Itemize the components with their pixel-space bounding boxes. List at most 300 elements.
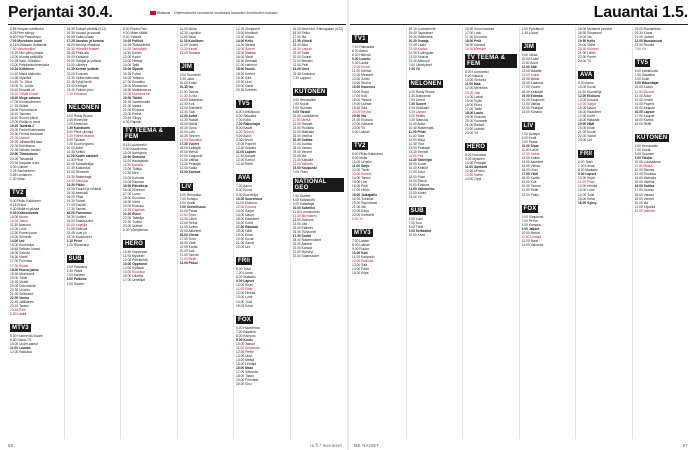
program-listing: 14.00 Palat <box>352 267 369 272</box>
program-listing: 19.00 Etsivä <box>408 178 427 183</box>
program-listing: 5.55 Kimpan vahtikoira <box>10 27 44 31</box>
program-listing: 10.00 Kuvat <box>352 65 370 70</box>
program-listing: 9.00 Ruoka <box>352 246 369 251</box>
program-listing: 22.00 Pelit <box>292 63 309 68</box>
program-listing: 0.30 Loppuu <box>292 75 311 80</box>
program-listing: 20.00 Kisat <box>578 125 595 130</box>
program-listing: 20.00 Suuret <box>292 55 312 60</box>
program-listing: 22.50 Tilastoinnin <box>10 152 38 157</box>
program-listing: 18.00 Keittäjät <box>521 89 543 94</box>
program-listing: 7.30 Vahvintelijat <box>10 47 35 52</box>
program-listing: 18.00 Kuuluisa <box>123 195 145 200</box>
schedule-columns-right <box>350 27 688 439</box>
program-listing: 20.00 Tähtiä <box>123 95 142 100</box>
program-listing: 7.00 Koirat <box>634 147 651 152</box>
program-listing: 17.00 Kuusisoiminen <box>10 99 41 104</box>
program-listing: 8.00 Kokit <box>634 77 650 82</box>
program-listing: 8.00 Katastrofit <box>292 197 315 202</box>
program-listing: 16.00 Kirjat <box>352 89 369 94</box>
program-listing: 9.30 Suuri leipomo <box>66 142 94 147</box>
program-listing: 16.00 Kalastus <box>521 81 544 86</box>
program-listing: 17.00 Rannalla <box>179 138 202 143</box>
legend-film-label: Elokuva <box>157 11 170 15</box>
channel-header: TV TEEMA & FEM <box>123 127 175 141</box>
program-listing: 6.00 Rosty Ruoks <box>66 113 93 118</box>
program-listing: 12.00 Uniset <box>179 43 199 48</box>
program-listing: 15.00 Askeleet <box>179 228 202 233</box>
program-listing: 9.00 Mysteeri <box>465 157 485 162</box>
program-listing: 23.00 Uni <box>578 138 593 143</box>
program-listing: 11.30 Avaruus <box>10 223 31 228</box>
program-listing: 9.00 Taistot <box>292 109 311 114</box>
program-listing: 15.00 Kauniit ja rohkeat <box>66 186 102 191</box>
program-listing: 20.00 Kaupunki <box>179 154 203 159</box>
program-listing: 15.00 Mökki <box>521 77 540 82</box>
channel-block <box>522 27 574 35</box>
program-listing: 10.00 Koti <box>352 250 368 255</box>
program-listing: 19.30 Sää <box>352 105 368 110</box>
program-listing: 13.00 Kokeet <box>352 172 372 177</box>
program-listing: 16.30 Sininen <box>179 134 200 139</box>
program-listing: 8.15 Luontoretki <box>123 143 147 148</box>
program-listing: 17.00 Värit <box>521 172 538 177</box>
program-listing: 15.00 Kuuluisa <box>123 270 145 275</box>
program-listing: 11.00 Maa <box>465 82 481 87</box>
program-listing: 9.00 Luonto <box>352 57 371 62</box>
channel-block <box>236 249 288 307</box>
program-listing: 20.00 Reportaasi <box>352 200 378 205</box>
program-listing: 8.00 Kodin <box>179 200 196 205</box>
program-listing: 9.30 Ystäviä <box>123 35 142 40</box>
channel-header: JIM <box>523 44 535 51</box>
program-listing: 8.00 Matkailu <box>236 275 256 280</box>
program-listing: 9.00 Liikaa <box>521 53 538 58</box>
channel-block <box>67 247 119 285</box>
program-listing: 21.30 Kerran ystävät <box>66 67 99 72</box>
program-listing: 13.00 Hirviöt <box>634 97 654 102</box>
program-listing: 19.00 Etelän ei anna <box>10 120 41 125</box>
program-listing: 17.15 Etiikat <box>10 103 29 108</box>
program-listing: 17.00 Sodat <box>292 233 311 238</box>
program-listing: 9.00 Saaren <box>66 281 85 286</box>
top-rule <box>350 24 688 25</box>
program-listing: 1.45 Luolat <box>521 31 538 36</box>
program-listing: 16.00 Maat <box>236 366 253 371</box>
program-listing: 13.00 Ruokala <box>634 172 656 177</box>
program-listing: 20.00 Tarinat <box>521 184 541 189</box>
program-listing: 20.30 Ilta <box>352 113 366 118</box>
program-listing: 10.24 Niin pitiin piiristä <box>10 51 43 56</box>
program-listing: 11.00 Lentokoneet <box>292 209 320 214</box>
program-listing: 7.00 Perhe <box>521 218 538 223</box>
program-listing: 9.00 Paras <box>521 139 538 144</box>
legend-film <box>150 11 170 15</box>
program-listing: 12.00 Kokous <box>236 204 257 209</box>
program-listing: 19.00 Aarteet <box>292 242 313 247</box>
program-listing: 10.30 Rakentajat <box>408 125 434 130</box>
footer-site: is.fi / menaiset <box>310 443 342 448</box>
program-listing: 21.00 Lähetys <box>66 63 88 68</box>
program-listing: 17.00 Taide <box>465 106 482 111</box>
schedule-column <box>291 27 347 439</box>
program-listing: 7.00 Kuu <box>408 220 422 225</box>
program-listing: 18.00 Tanssit <box>352 97 372 102</box>
program-listing: 18.45 Pinta-ala <box>66 51 89 56</box>
page-number-right: 57 <box>682 443 688 448</box>
program-listing: 19.30 Kello <box>578 39 596 44</box>
program-listing: 17.00 Urheilijat <box>123 278 145 283</box>
program-listing: 11.30 Kahvila <box>123 163 143 168</box>
program-listing: 23.45 Väsyy <box>123 116 142 121</box>
channel-header: FOX <box>523 205 537 212</box>
program-listing: 10.00 Kivet <box>408 232 425 237</box>
program-listing: 6.30 Satuaika <box>236 113 257 118</box>
program-listing: 9.00 Rakentajat <box>634 81 659 86</box>
program-listing: 19.00 Erämaa <box>521 93 543 98</box>
channel-block <box>180 27 232 55</box>
program-listing: 6.00 Kissakuu <box>66 265 88 270</box>
program-listing: 12.00 Hiekka <box>578 184 598 189</box>
program-listing: 14.00 Tuuli <box>236 299 253 304</box>
program-listing: 8.00 Palkinto <box>66 277 87 282</box>
program-listing: 20.00 Kuvat <box>236 237 254 242</box>
program-listing: 12.00 Lumi <box>10 227 27 232</box>
program-listing: 13.00 Pelaajat <box>408 146 430 151</box>
program-listing: 21.00 Uutiset <box>10 136 30 141</box>
program-listing: 12.00 Pelinlaskurimiesjoita <box>10 63 50 68</box>
program-listing: 11.00 Elokuva <box>236 200 257 205</box>
program-listing: 7.00 Lomat <box>578 164 595 169</box>
channel-block <box>180 175 232 266</box>
program-listing: 16.30 Housut ja vauvat <box>66 31 101 36</box>
program-listing: 21.00 Lähtö <box>578 51 596 56</box>
channel-block <box>236 92 288 167</box>
program-listing: 9.00 Mulla <box>352 156 368 161</box>
channel-block <box>465 135 517 181</box>
program-listing: 6.00 Simpsonit <box>521 214 544 219</box>
program-listing: 23.00 Kanava <box>521 109 542 114</box>
channel-block <box>578 27 630 63</box>
program-listing: 9.00 Lapset <box>236 279 254 284</box>
program-listing: 1.00 Rikosvarjo <box>66 243 90 248</box>
program-listing: 8.30 Vihreä asema <box>66 134 95 139</box>
program-listing: 21.00 Valtias <box>521 101 541 106</box>
program-listing: 17.00 Etsivät <box>66 202 86 207</box>
program-listing: 17.00 Ponnista <box>10 259 32 264</box>
program-listing: 12.00 Munaa peltisilllä <box>10 55 43 60</box>
program-listing: 15.30 Opus <box>179 125 197 130</box>
program-listing: 17.00 Juoksu <box>292 142 313 147</box>
program-listing: 18.30 Lapset <box>292 47 312 52</box>
channel-block <box>236 27 288 92</box>
program-listing: 21.00 Tarinat <box>179 253 199 258</box>
program-listing: 8.00 Suomen <box>634 152 655 157</box>
program-listing: 7.00 Koirat <box>292 101 309 106</box>
program-listing: 7.00 Lasten <box>352 238 370 243</box>
program-listing: 16.00 Lohi <box>179 129 195 134</box>
program-listing: 6.00 Herrasväki <box>634 143 658 148</box>
program-listing: 6.30 Päivä <box>66 269 83 274</box>
program-listing: 6.00 Toivo <box>578 160 593 165</box>
program-listing: 12.00 Autot <box>634 93 652 98</box>
schedule-columns-left <box>8 27 346 439</box>
program-listing: 15.30 Ammatti <box>66 190 88 195</box>
program-listing: 10.00 Mulla <box>179 27 197 31</box>
program-listing: 22.00 Taiteilija <box>123 215 144 220</box>
program-listing: 15.00 Kirjasto <box>634 105 655 110</box>
day-title-saturday: Lauantai 1.5. <box>593 4 688 21</box>
program-listing: 13.00 Heinä <box>179 220 198 225</box>
program-listing: 0.30 Yö <box>408 67 420 72</box>
program-listing: 9.00 Aamu <box>578 81 594 86</box>
program-listing: 7.00 Kokit <box>236 117 251 122</box>
program-listing: 13.00 Arkkitehti <box>179 105 203 110</box>
program-listing: 10.00 Suurennus <box>236 196 263 201</box>
program-listing: 23.00 Konsertti <box>352 212 375 217</box>
program-listing: 20.30 Kohteet <box>578 47 599 52</box>
program-listing: 9.00 Taivaan <box>66 138 86 143</box>
program-listing: 14.00 Kylässä <box>123 266 144 271</box>
legend-swatch <box>150 11 156 15</box>
program-listing: 8.00 Kasvit <box>236 125 253 130</box>
program-listing: 16.00 Pihat <box>66 194 84 199</box>
program-listing: 9.00 Jaksot <box>521 226 540 231</box>
program-listing: 23.00 Taivaantä <box>10 156 34 161</box>
program-listing: 14.00 Sarjat <box>578 101 596 106</box>
program-listing: 18.30 Matkanseura <box>123 87 152 92</box>
program-listing: 15.00 Kesä <box>236 303 253 308</box>
program-listing: 17.00 Valvonta <box>236 370 258 375</box>
program-listing: 10.30 Jakso <box>10 219 28 224</box>
program-listing: 20.00 Dokumentti <box>10 283 36 288</box>
program-listing: 0.55 Luolainen <box>10 172 32 177</box>
program-listing: 12.00 Merimies <box>465 86 488 91</box>
program-listing: 18.00 Maanmies <box>123 83 148 88</box>
channel-block <box>236 308 288 387</box>
program-listing: 23.00 Paluu <box>179 261 198 266</box>
program-listing: 21.00 Sanat <box>236 241 254 246</box>
program-listing: 11.00 Tarinatyttö <box>123 47 148 52</box>
program-listing: 8.00 Kodit <box>521 135 537 140</box>
program-listing: 12.24 Keltainen <box>10 67 35 72</box>
program-listing: 20.00 Sivu <box>236 382 252 387</box>
channel-block <box>522 197 574 247</box>
program-listing: 13.00 Hoitaja <box>123 59 143 64</box>
channel-header: KUTONEN <box>294 88 326 95</box>
program-listing: 20.30 Prinssi kuukausi <box>10 132 43 137</box>
program-listing: 15.00 Vaellus <box>292 134 313 139</box>
channel-header: TV5 <box>238 100 250 107</box>
program-listing: 8.00 Uutiset <box>352 242 370 247</box>
program-listing: 16.00 Tutkaus <box>123 75 144 80</box>
program-listing: 14.10 Mistä hätkinkin <box>10 71 41 76</box>
program-listing: 10.00 Urheilu <box>352 160 372 165</box>
program-listing: 10.30 Keittiö <box>66 150 85 155</box>
program-listing: 17.00 Kortit <box>578 113 595 118</box>
program-listing: 12.30 Meri <box>123 171 139 176</box>
program-listing: 14.00 Sisustus <box>66 178 89 183</box>
program-listing: 23.00 Ruudut <box>634 43 655 48</box>
program-listing: 7.10 Rakkautta <box>352 45 375 49</box>
program-listing: 22.00 Vaiheet <box>292 162 313 167</box>
schedule-column <box>463 27 520 439</box>
program-listing: 13.00 Ruokala <box>292 125 314 130</box>
program-listing: 21.00 Balladi <box>465 122 485 127</box>
program-listing: 18.30 Kanava <box>465 43 486 48</box>
channel-block <box>578 142 630 205</box>
program-listing: 11.00 Metsä <box>292 117 311 122</box>
channel-block <box>293 175 345 259</box>
program-listing: 6.00 Pikku Kakkonen <box>10 198 41 203</box>
program-listing: 12.00 Pelinkehät <box>123 258 148 263</box>
program-listing: 10.00 Metsä <box>521 230 540 235</box>
program-listing: 11.30 Juhlia <box>179 93 198 98</box>
program-listing: 6.00 Herrasväki <box>292 97 316 102</box>
program-listing: 22.35 Naisten tahato <box>10 148 41 153</box>
channel-block <box>123 124 175 232</box>
program-listing: 16.00 Sotilas <box>292 138 313 143</box>
program-listing: 10.00 Paras <box>179 208 198 213</box>
program-listing: 22.00 Kadut <box>179 166 198 171</box>
program-listing: 14.00 Peli <box>408 154 424 159</box>
program-listing: 10.00 Autot <box>66 146 84 151</box>
schedule-column <box>121 27 178 439</box>
program-listing: 6.00 Pikku Kakkonen <box>352 152 383 157</box>
program-listing: 19.00 Tulokset <box>352 196 374 201</box>
program-listing: 10.00 Kirjat <box>236 283 253 288</box>
program-listing: 0.10 Kanavan <box>66 91 87 96</box>
program-listing: 15.30 Poliisi <box>123 71 141 76</box>
program-listing: 10.30 Iso <box>179 85 194 90</box>
program-listing: 19.00 Kahdesti <box>66 55 89 60</box>
program-listing: 8.30 Siivous <box>236 129 254 134</box>
program-listing: 14.35 Mystiikä <box>10 75 32 80</box>
program-listing: 23.00 Pelinä <box>123 111 142 116</box>
program-listing: 18.30 Simpsonit <box>578 31 602 36</box>
program-listing: 10.00 Kokki <box>179 81 197 86</box>
channel-block <box>10 181 62 316</box>
program-listing: 13.00 Kolme <box>521 156 541 161</box>
program-listing: 11.30 Kuollinen <box>179 39 204 44</box>
program-listing: 11.00 Pihat <box>236 287 253 292</box>
program-listing: 15.00 Soturit <box>236 47 255 52</box>
program-listing: 19.00 Ilta <box>578 35 592 40</box>
program-listing: 14.00 Metsä <box>236 358 255 362</box>
program-listing: 11.00 Lentäjä <box>521 234 542 239</box>
program-listing: 16.30 Sinun kanssa <box>465 27 494 31</box>
program-listing: 1.30 Villan <box>10 176 26 181</box>
channel-block <box>180 55 232 174</box>
program-listing: 16.00 Pelit <box>352 184 368 189</box>
program-listing: 18.00 Modernit perheet <box>578 27 613 31</box>
program-listing: 14.00 Kolme <box>179 224 199 229</box>
program-listing: 14.00 Matkalla <box>292 129 314 134</box>
program-listing: 11.00 Kuuntelija <box>578 89 602 94</box>
program-listing: 20.00 Elokuva <box>408 182 430 187</box>
program-listing: 22.00 Muotokuvat <box>634 39 663 44</box>
program-listing: 14.00 Tyttö <box>123 63 140 68</box>
program-listing: 17.00 Rakkaat <box>236 224 258 229</box>
program-listing: 12.00 Rannat <box>292 121 313 126</box>
program-listing: 20.00 Parkett tahmaava <box>10 128 46 133</box>
program-listing: 12.30 Tilat <box>408 142 424 147</box>
program-listing: 21.20 Jahatanillä tasa <box>10 140 43 145</box>
program-listing: 11.00 Sisar <box>179 212 196 217</box>
program-listing: 19.00 Perinteet <box>236 378 259 383</box>
program-listing: 22.30 Seitsemäntoista <box>66 75 100 80</box>
program-listing: 16.00 Keittiöt <box>408 166 428 171</box>
program-listing: 22.00 Vanha <box>10 295 29 300</box>
channel-block <box>352 221 404 275</box>
channel-header: TV2 <box>12 189 24 196</box>
program-listing: 10.00 Autot <box>408 121 426 126</box>
program-listing: 10.00 Sisar <box>521 143 539 148</box>
program-listing: 18.00 Tilaus <box>236 374 254 379</box>
program-listing: 18.30 Kerhot <box>236 71 255 76</box>
program-listing: 16.00 Syksy <box>578 200 597 205</box>
program-listing: 0.00 Lähetykset <box>408 63 432 68</box>
program-listing: 22.30 Tuokio <box>123 220 142 225</box>
program-listing: 14.00 Autot <box>179 113 198 118</box>
program-listing: 18.30 Hämeen teatteri <box>66 47 100 52</box>
program-listing: 23.40 Poikien järvi <box>66 87 94 92</box>
program-listing: 20.00 Kaupunki <box>521 97 545 102</box>
program-listing: 20.00 Konsertti <box>465 118 488 123</box>
program-listing: 9.00 Keittiö <box>408 113 425 118</box>
program-listing: 22.45 Tyhjä tontti <box>66 79 92 84</box>
program-listing: 13.00 Avaruus <box>292 217 314 222</box>
channel-header: LIV <box>181 183 192 190</box>
channel-header: SUB <box>410 207 424 214</box>
program-listing: 12.00 Elokuva <box>578 93 600 98</box>
program-listing: 17.25 Jaostuu ja kotona <box>66 39 104 44</box>
program-listing: 17.00 Kaupat <box>634 113 655 118</box>
program-listing: 11.00 Mysteeri <box>123 254 145 259</box>
channel-header: NELONEN <box>68 104 100 111</box>
program-listing: 18.00 Rakkaat <box>578 117 600 122</box>
program-listing: 18.00 Parhaimmat <box>10 107 37 112</box>
program-listing: 12.30 Katsastus <box>66 166 91 171</box>
program-listing: 17.00 Ovet <box>179 237 196 242</box>
program-listing: 8.00 Kampus <box>521 222 541 227</box>
channel-header: NATIONAL GEO <box>293 178 345 192</box>
program-listing: 13.30 Rakentajat <box>66 174 92 179</box>
program-listing: 19.00 Salat <box>292 51 310 56</box>
program-listing: 6.30 Aukeamat <box>408 93 431 98</box>
program-listing: 21.00 Vaaka <box>123 103 142 108</box>
program-listing: 13.00 Maatila <box>521 69 542 74</box>
day-title-friday: Perjantai 30.4. <box>8 4 113 21</box>
channel-header: TV1 <box>354 36 366 42</box>
page-number-left: 56 <box>8 443 14 448</box>
program-listing: 15.30 Sukset vähtäät (K12) <box>66 27 107 31</box>
program-listing: 17.00 Jutut <box>408 170 425 175</box>
program-listing: 11.00 Sarja <box>352 164 370 169</box>
channel-header: NELONEN <box>410 80 442 87</box>
program-listing: 19.00 Elokuva <box>123 203 144 208</box>
program-listing: 10.00 Poliisit <box>123 39 143 44</box>
channel-header: HERO <box>467 144 486 151</box>
program-listing: 21.00 Runo <box>123 211 141 216</box>
program-listing: 19.20 Tavaraa 2 <box>10 124 35 129</box>
program-listing: 19.00 Reitti <box>634 121 652 126</box>
program-listing: 14.30 Raidat <box>179 117 199 122</box>
program-listing: 20.00 Vaihe <box>236 83 254 88</box>
program-listing: 6.25 Pien sämpy <box>10 31 35 36</box>
schedule-column <box>65 27 122 439</box>
program-listing: 23.00 Yö <box>408 194 422 199</box>
program-listing: 12.00 Lähiö <box>179 216 197 221</box>
